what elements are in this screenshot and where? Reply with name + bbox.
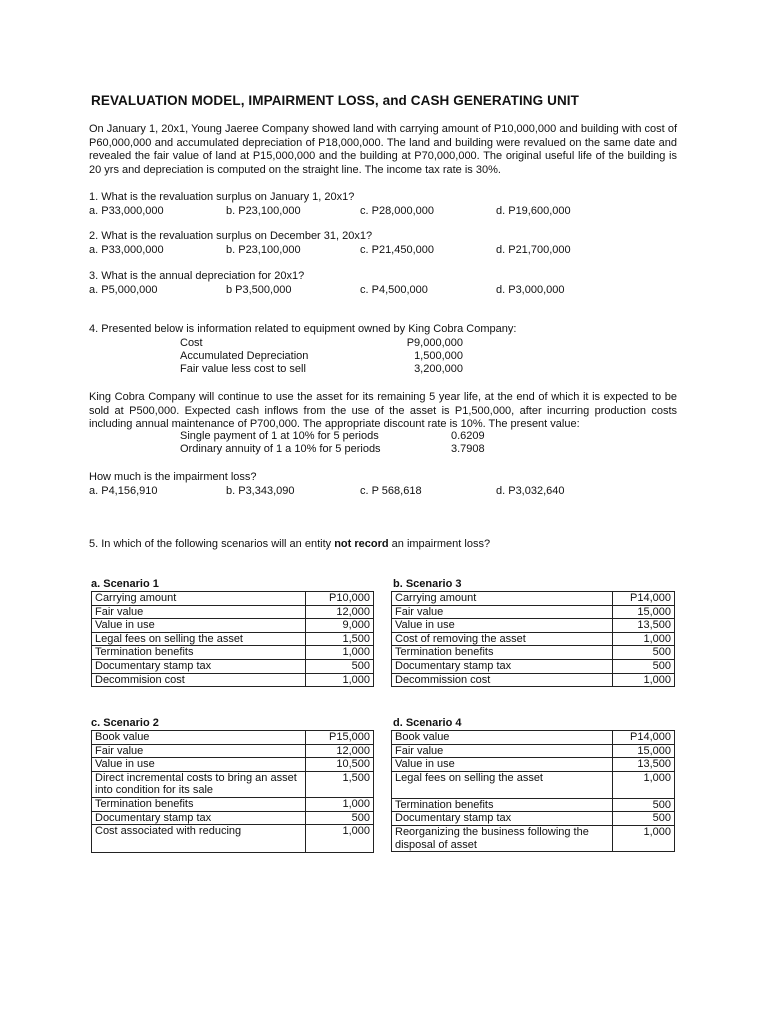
row-value: P10,000: [306, 592, 374, 606]
table-row: [92, 673, 374, 687]
row-label: Book value: [92, 731, 306, 745]
question-2: 2. What is the revaluation surplus on December 31, 20x1?: [89, 230, 373, 242]
q2-choice-a: a. P33,000,000: [89, 244, 164, 256]
pv-value: 3.7908: [451, 443, 485, 455]
q5-emphasis: not record: [334, 538, 389, 550]
row-label: Direct incremental costs to bring an asset into condition for its sale: [92, 771, 306, 797]
row-label: Fair value: [392, 605, 613, 619]
row-label: Fair value: [92, 605, 306, 619]
table-row: [392, 619, 675, 633]
scenario-4-table: [391, 730, 675, 852]
q3-choice-d: d. P3,000,000: [496, 284, 565, 296]
q4-item-value: 3,200,000: [414, 363, 463, 375]
table-row: [92, 605, 374, 619]
row-value: P14,000: [613, 592, 675, 606]
q4-item-label: Accumulated Depreciation: [180, 350, 309, 362]
pv-label: Single payment of 1 at 10% for 5 periods: [180, 430, 379, 442]
q3-choice-c: c. P4,500,000: [360, 284, 428, 296]
row-label: Termination benefits: [392, 798, 613, 812]
q4-paragraph: King Cobra Company will continue to use the asset for its remaining 5 year life, at the end of which it is expected to be sold at P500,000. Expected cash inflows from the use of the asset is P1,500,000, after incurring production costs including annual maintenance of P700,000. The appropriate discount rate is 10%. The present value:: [89, 391, 677, 431]
q4-choice-b: b. P3,343,090: [226, 485, 295, 497]
row-label: Book value: [392, 731, 613, 745]
row-value: 9,000: [306, 619, 374, 633]
row-label: Termination benefits: [392, 646, 613, 660]
table-row: [392, 659, 675, 673]
table-row: [92, 758, 374, 772]
row-value: 12,000: [306, 605, 374, 619]
row-label: Reorganizing the business following the disposal of asset: [392, 825, 613, 851]
table-row: [392, 592, 675, 606]
row-label: Legal fees on selling the asset: [392, 771, 613, 798]
q4-item-label: Fair value less cost to sell: [180, 363, 306, 375]
q4-item-value: P9,000,000: [406, 337, 463, 349]
row-label: Carrying amount: [392, 592, 613, 606]
row-label: Documentary stamp tax: [392, 812, 613, 826]
table-row: [92, 659, 374, 673]
table-row: [92, 646, 374, 660]
row-value: 1,500: [306, 771, 374, 797]
row-label: Fair value: [392, 744, 613, 758]
question-5: [89, 538, 490, 551]
row-value: 12,000: [306, 744, 374, 758]
q4-choice-c: c. P 568,618: [360, 485, 422, 497]
q2-choice-b: b. P23,100,000: [226, 244, 301, 256]
table-row: [392, 673, 675, 687]
q2-choice-c: c. P21,450,000: [360, 244, 435, 256]
table-row: [392, 825, 675, 851]
table-row: [392, 771, 675, 798]
q3-choice-b: b P3,500,000: [226, 284, 292, 296]
q4-choice-a: a. P4,156,910: [89, 485, 158, 497]
row-label: Documentary stamp tax: [92, 811, 306, 825]
table-row: [92, 619, 374, 633]
table-row: [92, 825, 374, 853]
row-value: 500: [613, 659, 675, 673]
table-row: [92, 797, 374, 811]
question-3: 3. What is the annual depreciation for 20x1?: [89, 270, 305, 282]
q5-prefix: 5. In which of the following scenarios will an entity: [89, 538, 335, 550]
row-label: Value in use: [392, 758, 613, 772]
row-label: Value in use: [92, 758, 306, 772]
row-value: 500: [613, 812, 675, 826]
q5-suffix: an impairment loss?: [388, 538, 491, 550]
table-row: [92, 744, 374, 758]
row-value: P15,000: [306, 731, 374, 745]
question-1: 1. What is the revaluation surplus on January 1, 20x1?: [89, 191, 355, 203]
row-label: Cost associated with reducing: [92, 825, 306, 853]
q1-choice-a: a. P33,000,000: [89, 205, 164, 217]
scenario-1-title: a. Scenario 1: [91, 578, 159, 590]
row-label: Documentary stamp tax: [92, 659, 306, 673]
q4-choice-d: d. P3,032,640: [496, 485, 565, 497]
q4-item-value: 1,500,000: [414, 350, 463, 362]
scenario-2-title: c. Scenario 2: [91, 717, 159, 729]
row-label: Cost of removing the asset: [392, 632, 613, 646]
q1-choice-b: b. P23,100,000: [226, 205, 301, 217]
row-value: 15,000: [613, 605, 675, 619]
row-value: 1,500: [306, 632, 374, 646]
scenario-2-table: [91, 730, 374, 853]
table-row: [392, 758, 675, 772]
q4-item-label: Cost: [180, 337, 203, 349]
row-value: P14,000: [613, 731, 675, 745]
table-row: [392, 812, 675, 826]
table-row: [392, 646, 675, 660]
row-label: Documentary stamp tax: [392, 659, 613, 673]
table-row: [392, 605, 675, 619]
row-label: Legal fees on selling the asset: [92, 632, 306, 646]
table-row: [392, 632, 675, 646]
q2-choice-d: d. P21,700,000: [496, 244, 571, 256]
scenario-1-table: [91, 591, 374, 687]
pv-value: 0.6209: [451, 430, 485, 442]
table-row: [92, 771, 374, 797]
table-row: [92, 632, 374, 646]
row-value: 1,000: [306, 825, 374, 853]
row-label: Termination benefits: [92, 797, 306, 811]
scenario-3-table: [391, 591, 675, 687]
row-value: 1,000: [613, 632, 675, 646]
row-value: 500: [613, 646, 675, 660]
row-value: 13,500: [613, 619, 675, 633]
table-row: [92, 731, 374, 745]
row-label: Decommision cost: [92, 673, 306, 687]
row-value: 500: [306, 811, 374, 825]
row-label: Termination benefits: [92, 646, 306, 660]
row-value: 1,000: [613, 825, 675, 851]
scenario-3-title: b. Scenario 3: [393, 578, 462, 590]
row-value: 1,000: [306, 673, 374, 687]
row-label: Decommission cost: [392, 673, 613, 687]
table-row: [92, 811, 374, 825]
table-row: [92, 592, 374, 606]
row-value: 1,000: [306, 797, 374, 811]
row-value: 15,000: [613, 744, 675, 758]
row-label: Fair value: [92, 744, 306, 758]
pv-label: Ordinary annuity of 1 a 10% for 5 periods: [180, 443, 381, 455]
q3-choice-a: a. P5,000,000: [89, 284, 158, 296]
question-4: 4. Presented below is information related to equipment owned by King Cobra Company:: [89, 323, 517, 335]
row-value: 13,500: [613, 758, 675, 772]
q1-choice-c: c. P28,000,000: [360, 205, 435, 217]
row-value: 500: [306, 659, 374, 673]
row-value: 1,000: [613, 673, 675, 687]
row-label: Carrying amount: [92, 592, 306, 606]
intro-paragraph: On January 1, 20x1, Young Jaeree Company showed land with carrying amount of P10,000,000 and building with cost of P60,000,000 and accumulated depreciation of P18,000,000. The land and building were revalued on the same date and revealed the fair value of land at P15,000,000 and the building at P70,000,000. The original useful life of the building is 20 yrs and depreciation is computed on the straight line. The income tax rate is 30%.: [89, 123, 677, 176]
row-value: 1,000: [613, 771, 675, 798]
table-row: [392, 731, 675, 745]
q1-choice-d: d. P19,600,000: [496, 205, 571, 217]
row-value: 500: [613, 798, 675, 812]
q4-ask: How much is the impairment loss?: [89, 471, 257, 483]
table-row: [392, 798, 675, 812]
row-label: Value in use: [392, 619, 613, 633]
row-value: 1,000: [306, 646, 374, 660]
table-row: [392, 744, 675, 758]
row-label: Value in use: [92, 619, 306, 633]
page-title: REVALUATION MODEL, IMPAIRMENT LOSS, and CASH GENERATING UNIT: [91, 93, 579, 108]
scenario-4-title: d. Scenario 4: [393, 717, 462, 729]
row-value: 10,500: [306, 758, 374, 772]
